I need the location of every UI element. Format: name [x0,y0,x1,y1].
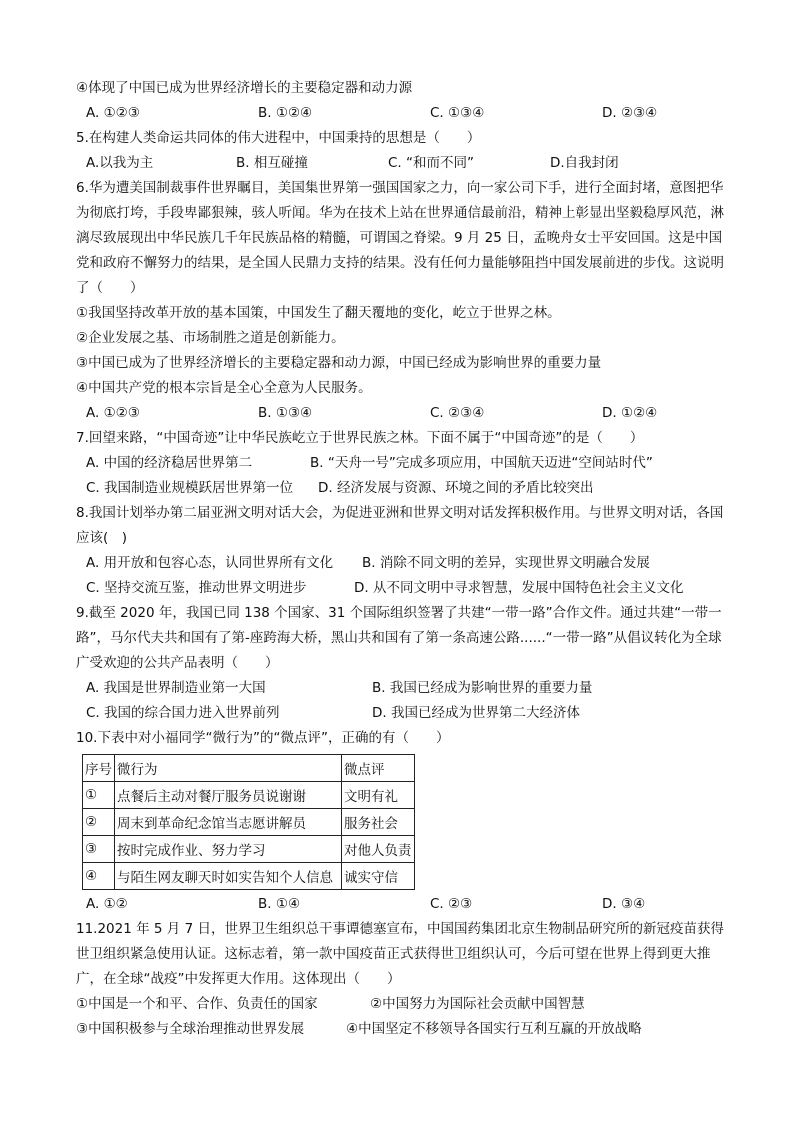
q6-item-3: ③中国已成为了世界经济增长的主要稳定器和动力源，中国已经成为影响世界的重要力量 [76,355,602,371]
table-row [83,863,415,890]
q8-option-a[interactable]: A. 用开放和包容心态，认同世界所有文化 [86,555,334,571]
q10-option-c[interactable]: C. ②③ [430,896,473,912]
q11-item-3: ③中国积极参与全球治理推动世界发展 [76,1021,305,1037]
q5-option-d[interactable]: D.自我封闭 [550,155,619,171]
q4-option-c[interactable]: C. ①③④ [430,105,485,121]
q10-option-b[interactable]: B. ①④ [258,896,301,912]
table-cell: 周末到革命纪念馆当志愿讲解员 [115,809,342,836]
table-row [83,809,415,836]
q8-options-row-1 [76,551,726,576]
q8-option-c[interactable]: C. 坚持交流互鉴，推动世界文明进步 [86,580,307,596]
q8-option-b[interactable]: B. 消除不同文明的差异，实现世界文明融合发展 [362,555,650,571]
table-header-cell: 微点评 [342,755,415,782]
q9-options-row-2 [76,701,726,726]
table-header-cell: 序号 [83,755,115,782]
q6-item-2: ②企业发展之基、市场制胜之道是创新能力。 [76,330,345,346]
q11-item-1: ①中国是一个和平、合作、负责任的国家 [76,996,318,1012]
table-cell: ① [83,782,115,809]
q9-options-row-1 [76,676,726,701]
q10-option-a[interactable]: A. ①② [86,896,128,912]
table-cell: 与陌生网友聊天时如实告知个人信息 [115,863,342,890]
q7-option-d[interactable]: D. 经济发展与资源、环境之间的矛盾比较突出 [318,480,594,496]
q6-options [76,401,726,426]
q9-option-d[interactable]: D. 我国已经成为世界第二大经济体 [372,705,580,721]
q11-items-row-1 [76,992,726,1017]
q7-options-row-2 [76,476,726,501]
table-cell: 点餐后主动对餐厅服务员说谢谢 [115,782,342,809]
q6-option-d[interactable]: D. ①②④ [602,405,658,421]
q7-option-c[interactable]: C. 我国制造业规模跃居世界第一位 [86,480,294,496]
q5-option-c[interactable]: C. “和而不同” [388,155,474,171]
table-cell: 文明有礼 [342,782,415,809]
table-cell: 按时完成作业、努力学习 [115,836,342,863]
table-row [83,836,415,863]
q4-item-4: ④体现了中国已成为世界经济增长的主要稳定器和动力源 [76,80,413,96]
q11-item-2: ②中国努力为国际社会贡献中国智慧 [370,996,585,1012]
table-header-cell: 微行为 [115,755,342,782]
table-cell: ③ [83,836,115,863]
q9-option-c[interactable]: C. 我国的综合国力进入世界前列 [86,705,280,721]
q5-options [76,151,726,176]
q11-stem: 11.2021 年 5 月 7 日，世界卫生组织总干事谭德塞宣布，中国国药集团北京生物制品研究所的新冠疫苗获得世卫组织紧急使用认证。这标志着，第一款中国疫苗正式获得世卫组织认可，今后可望在世界上得到更大推广，在全球“战疫”中发挥更大作用。这体现出（ ） [76,921,724,987]
q9-option-a[interactable]: A. 我国是世界制造业第一大国 [86,680,266,696]
table-cell: 服务社会 [342,809,415,836]
q4-option-b[interactable]: B. ①②④ [258,105,313,121]
table-cell: 对他人负责 [342,836,415,863]
q8-stem: 8.我国计划举办第二届亚洲文明对话大会，为促进亚洲和世界文明对话发挥积极作用。与世界文明对话，各国应该( ) [76,505,724,546]
q6-item-4: ④中国共产党的根本宗旨是全心全意为人民服务。 [76,380,372,396]
q6-stem: 6.华为遭美国制裁事件世界瞩目，美国集世界第一强国国家之力，向一家公司下手，进行全面封堵，意图把华为彻底打垮，手段卑鄙狠辣，骇人听闻。华为在技术上站在世界通信最前沿，精神上彰显出坚毅稳厚风范，淋漓尽致展现出中华民族几千年民族品格的精髓，可谓国之脊梁。9 月 25 日，孟晚舟女士平安回国。这是中国党和政府不懈努力的结果，是全国人民鼎力支持的结果。没有任何力量能够阻挡中国发展前进的步伐。这说明了（ ） [76,180,724,296]
q6-option-c[interactable]: C. ②③④ [430,405,485,421]
table-cell: 诚实守信 [342,863,415,890]
q5-stem: 5.在构建人类命运共同体的伟大进程中，中国秉持的思想是（ ） [76,130,481,146]
q8-option-d[interactable]: D. 从不同文明中寻求智慧，发展中国特色社会主义文化 [354,580,684,596]
q6-option-b[interactable]: B. ①③④ [258,405,313,421]
q4-options [76,101,726,126]
q8-options-row-2 [76,576,726,601]
q7-options-row-1 [76,451,726,476]
q10-option-d[interactable]: D. ③④ [602,896,646,912]
q4-option-a[interactable]: A. ①②③ [86,105,140,121]
table-header-row [83,755,415,782]
q5-option-a[interactable]: A.以我为主 [86,155,154,171]
q11-item-4: ④中国坚定不移领导各国实行互利互赢的开放战略 [346,1021,642,1037]
q7-stem: 7.回望来路，“中国奇迹”让中华民族屹立于世界民族之林。下面不属于“中国奇迹”的是（ ） [76,430,644,446]
exam-page [76,76,726,1042]
q6-option-a[interactable]: A. ①②③ [86,405,140,421]
q11-items-row-2 [76,1017,726,1042]
q9-option-b[interactable]: B. 我国已经成为影响世界的重要力量 [372,680,593,696]
q9-stem: 9.截至 2020 年，我国已同 138 个国家、31 个国际组织签署了共建“一带一路”合作文件。通过共建“一带一路”，马尔代夫共和国有了第-座跨海大桥，黑山共和国有了第一条高速公路......“一带一路”从倡议转化为全球广受欢迎的公共产品表明（ ） [76,605,722,671]
q7-option-a[interactable]: A. 中国的经济稳居世界第二 [86,455,253,471]
q7-option-b[interactable]: B. “天舟一号”完成多项应用，中国航天迈进“空间站时代” [310,455,653,471]
q6-item-1: ①我国坚持改革开放的基本国策，中国发生了翻天覆地的变化，屹立于世界之林。 [76,305,561,321]
q4-option-d[interactable]: D. ②③④ [602,105,658,121]
q10-stem: 10.下表中对小福同学“微行为”的“微点评”，正确的有（ ） [76,730,450,746]
table-row [83,782,415,809]
q10-table [82,754,415,890]
q5-option-b[interactable]: B. 相互碰撞 [236,155,308,171]
table-cell: ④ [83,863,115,890]
table-cell: ② [83,809,115,836]
q10-options [76,892,726,917]
